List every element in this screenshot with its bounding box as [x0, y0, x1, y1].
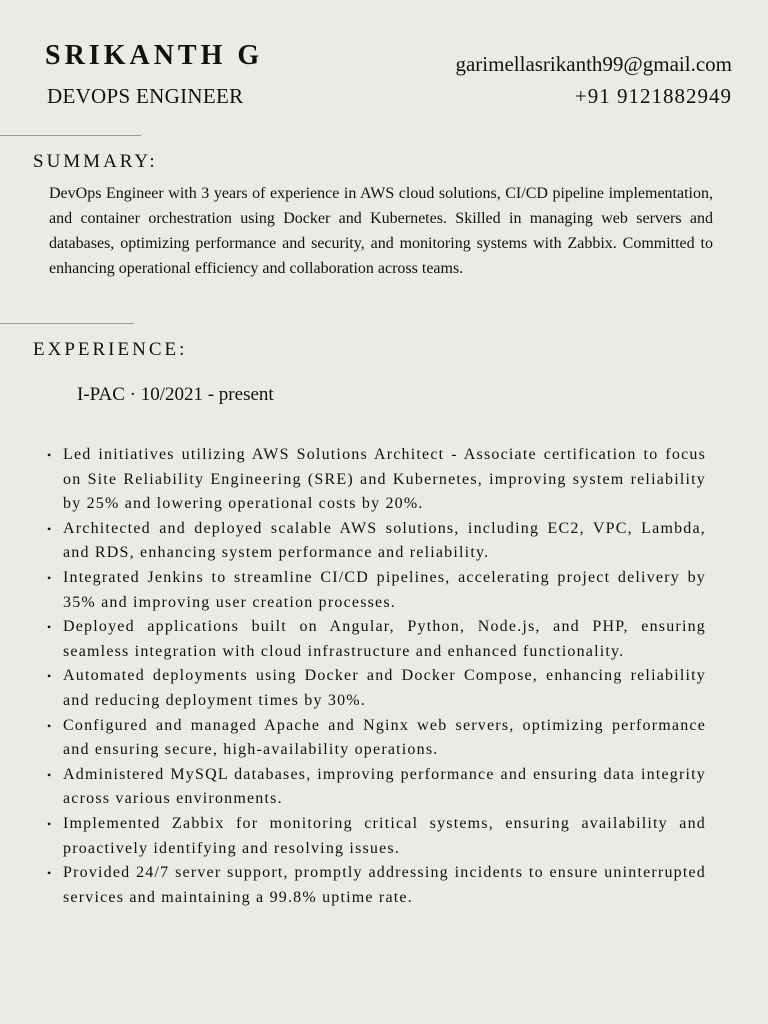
experience-bullet: • Led initiatives utilizing AWS Solutions Architect - Associate certification to focus on Site Reliability Engineering (SRE) and Kubernetes, improving system reliability by 25% and lowering operational costs by 20%. — [44, 443, 706, 517]
email-address: garimellasrikanth99@gmail.com — [455, 52, 732, 76]
experience-bullet: • Integrated Jenkins to streamline CI/CD pipelines, accelerating project delivery by 35% and improving user creation processes. — [44, 566, 706, 615]
section-divider — [0, 135, 141, 136]
experience-bullet-list — [44, 443, 706, 910]
experience-bullet: • Administered MySQL databases, improving performance and ensuring data integrity across various environments. — [44, 763, 706, 812]
experience-bullet: • Automated deployments using Docker and Docker Compose, enhancing reliability and reducing deployment times by 30%. — [44, 664, 706, 713]
experience-bullet: • Provided 24/7 server support, promptly addressing incidents to ensure uninterrupted services and maintaining a 99.8% uptime rate. — [44, 861, 706, 910]
experience-bullet: • Architected and deployed scalable AWS solutions, including EC2, VPC, Lambda, and RDS, enhancing system performance and reliability. — [44, 517, 706, 566]
experience-bullet: • Configured and managed Apache and Nginx web servers, optimizing performance and ensuring secure, high-availability operations. — [44, 714, 706, 763]
experience-bullet: • Implemented Zabbix for monitoring critical systems, ensuring availability and proactively identifying and resolving issues. — [44, 812, 706, 861]
summary-heading: SUMMARY: — [33, 151, 158, 172]
job-title: DEVOPS ENGINEER — [47, 84, 244, 108]
phone-number: +91 9121882949 — [574, 84, 732, 108]
section-divider — [0, 323, 134, 324]
experience-bullet: • Deployed applications built on Angular, Python, Node.js, and PHP, ensuring seamless integration with cloud infrastructure and enhanced functionality. — [44, 615, 706, 664]
candidate-name: SRIKANTH G — [45, 40, 264, 71]
summary-paragraph: DevOps Engineer with 3 years of experience in AWS cloud solutions, CI/CD pipeline implementation, and container orchestration using Docker and Kubernetes. Skilled in managing web servers and databases, optimizing performance and security, and monitoring systems with Zabbix. Committed to enhancing operational efficiency and collaboration across teams. — [49, 185, 713, 277]
job-heading: I-PAC · 10/2021 - present — [77, 384, 274, 405]
experience-heading: EXPERIENCE: — [33, 339, 188, 360]
